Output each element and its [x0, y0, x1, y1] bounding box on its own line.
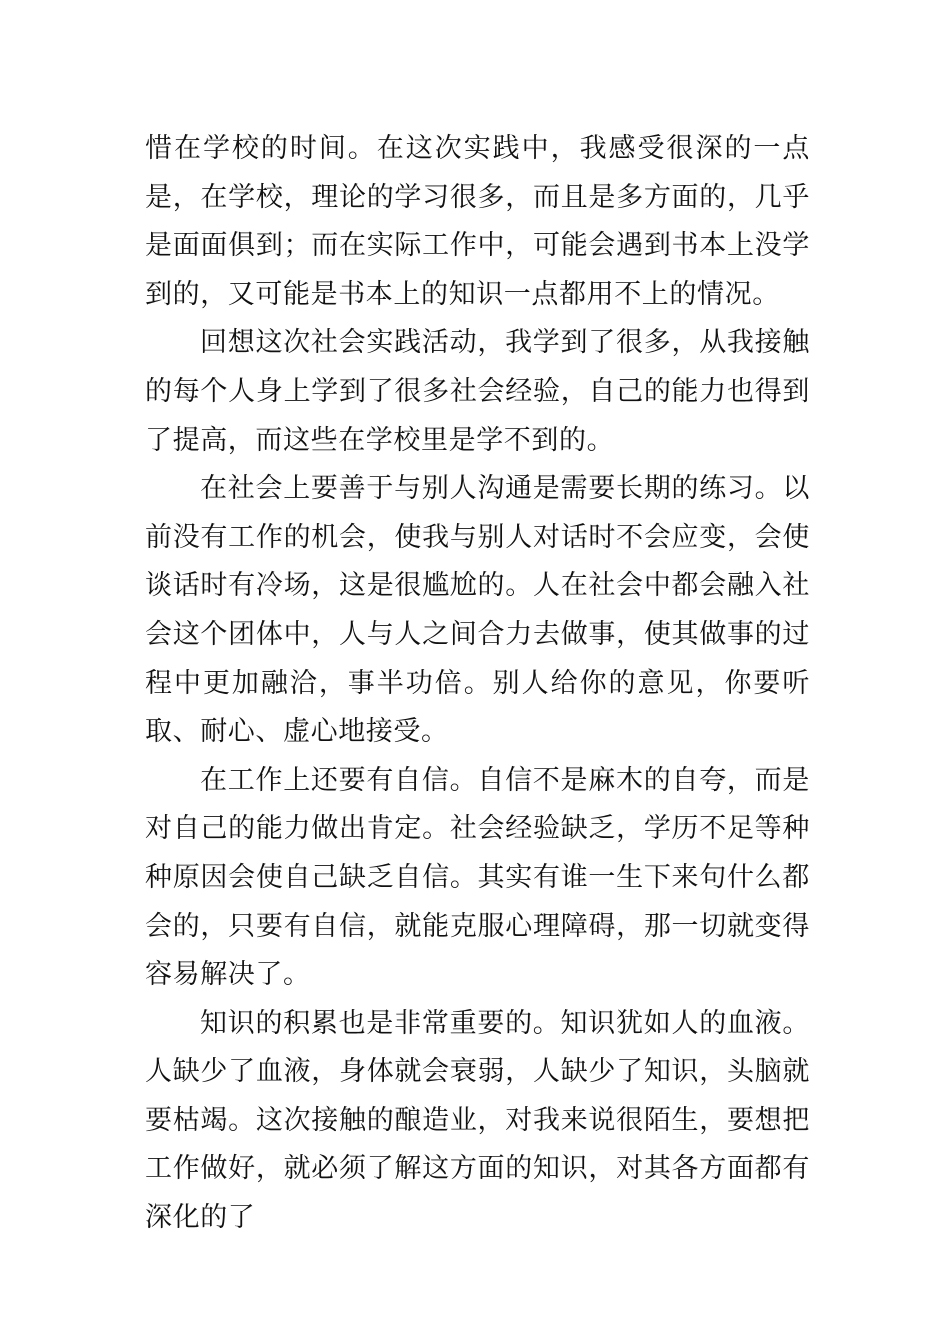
- paragraph-confidence: 在工作上还要有自信。自信不是麻木的自夸，而是对自己的能力做出肯定。社会经验缺乏，学历不足等种种原因会使自己缺乏自信。其实有谁一生下来句什么都会的，只要有自信，就能克服心理障碍，那一切就变得容易解决了。: [145, 764, 810, 991]
- paragraph-continuation: 惜在学校的时间。在这次实践中，我感受很深的一点是，在学校，理论的学习很多，而且是多方面的，几乎是面面俱到；而在实际工作中，可能会遇到书本上没学到的，又可能是书本上的知识一点都用不上的情况。: [145, 133, 810, 310]
- paragraph-communication: 在社会上要善于与别人沟通是需要长期的练习。以前没有工作的机会，使我与别人对话时不会应变，会使谈话时有冷场，这是很尴尬的。人在社会中都会融入社会这个团体中，人与人之间合力去做事，使其做事的过程中更加融洽，事半功倍。别人给你的意见，你要听取、耐心、虚心地接受。: [145, 473, 810, 748]
- paragraph-knowledge: 知识的积累也是非常重要的。知识犹如人的血液。人缺少了血液，身体就会衰弱，人缺少了知识，头脑就要枯竭。这次接触的酿造业，对我来说很陌生，要想把工作做好，就必须了解这方面的知识，对其各方面都有深化的了: [145, 1007, 810, 1234]
- document-body: [145, 125, 810, 1243]
- paragraph-reflection: 回想这次社会实践活动，我学到了很多，从我接触的每个人身上学到了很多社会经验，自己的能力也得到了提高，而这些在学校里是学不到的。: [145, 327, 810, 456]
